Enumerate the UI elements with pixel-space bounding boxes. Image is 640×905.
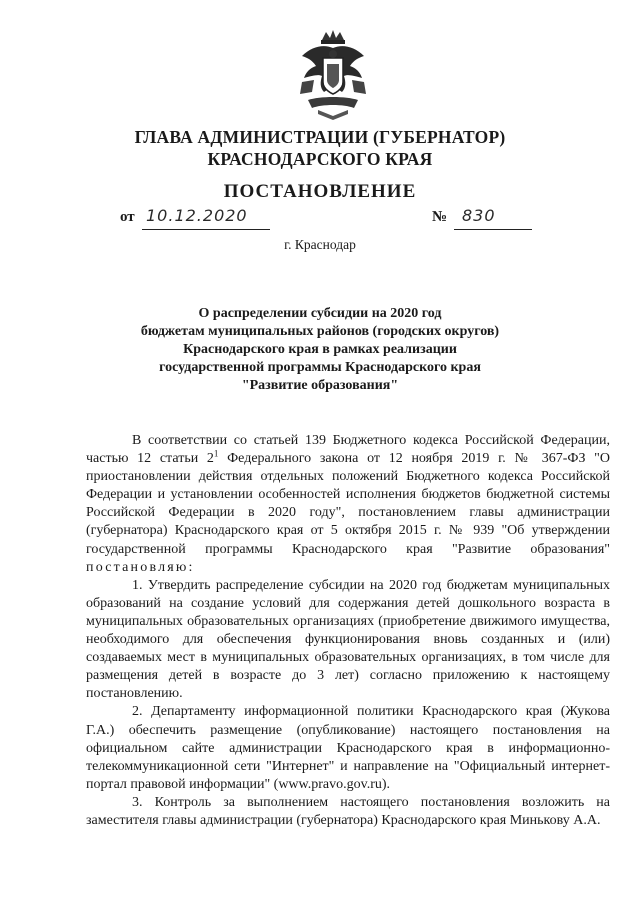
title-line-2: бюджетам муниципальных районов (городских округов) — [140, 324, 500, 339]
clause-1: 1. Утвердить распределение субсидии на 2020 год бюджетам муниципальных образований на создание условий для содержания детей дошкольного возраста в муниципальных образовательных организациях (приобретение движимого имущества, необходимого для обеспечения функционирования вновь созданных и (или) создаваемых мест в муниципальных образовательных организациях, в том числе для размещения детей в возрасте до 3 лет) согласно приложению к настоящему постановлению. — [86, 577, 610, 702]
number-field — [454, 206, 532, 230]
document-body — [86, 432, 610, 830]
clause-3: 3. Контроль за выполнением настоящего постановления возложить на заместителя главы администрации (губернатора) Краснодарского края Минькову А.А. — [86, 794, 610, 828]
number-prefix: № — [432, 209, 448, 225]
preamble-decree-word: постановляю: — [86, 559, 195, 575]
title-line-4: государственной программы Краснодарского края — [159, 360, 481, 375]
preamble-text-1: В соответствии со статьей 139 Бюджетного кодекса Российской Федерации, частью 12 статьи 2 — [86, 433, 610, 467]
handwritten-date: 10.12.2020 — [146, 206, 248, 225]
title-line-3: Краснодарского края в рамках реализации — [183, 342, 457, 357]
date-field — [142, 206, 270, 230]
preamble-superscript: 1 — [213, 448, 219, 459]
document-type: ПОСТАНОВЛЕНИЕ — [223, 181, 417, 202]
city-location: г. Краснодар — [284, 237, 356, 252]
clause-2: 2. Департаменту информационной политики Краснодарского края (Жукова Г.А.) обеспечить размещение (опубликование) настоящего постановления на официальном сайте администрации Краснодарского края в информационно-телекоммуникационной сети "Интернет" и направление на "Официальный интернет-портал правовой информации" (www.pravo.gov.ru). — [86, 704, 610, 792]
authority-line-1: ГЛАВА АДМИНИСТРАЦИИ (ГУБЕРНАТОР) — [134, 127, 506, 147]
coat-of-arms-emblem — [296, 30, 370, 122]
date-number-row — [120, 206, 540, 233]
preamble-text-2: Федерального закона от 12 ноября 2019 г. № 367-ФЗ "О приостановлении действия отдельных положений Бюджетного кодекса Российской Федерации и установлении особенностей исполнения бюджетов бюджетной системы Российской Федерации в 2020 году", постановлением главы администрации (губернатора) Краснодарского края от 5 октября 2015 г. № 939 "Об утверждении государственной программы Краснодарского края "Развитие образования" — [86, 451, 610, 557]
date-prefix: от — [120, 209, 135, 225]
issuing-authority — [0, 126, 640, 170]
title-line-5: "Развитие образования" — [241, 378, 399, 393]
document-title — [60, 305, 580, 395]
preamble-paragraph — [86, 432, 610, 577]
handwritten-number: 830 — [462, 206, 496, 225]
title-line-1: О распределении субсидии на 2020 год — [198, 306, 442, 321]
authority-line-2: КРАСНОДАРСКОГО КРАЯ — [207, 149, 433, 169]
